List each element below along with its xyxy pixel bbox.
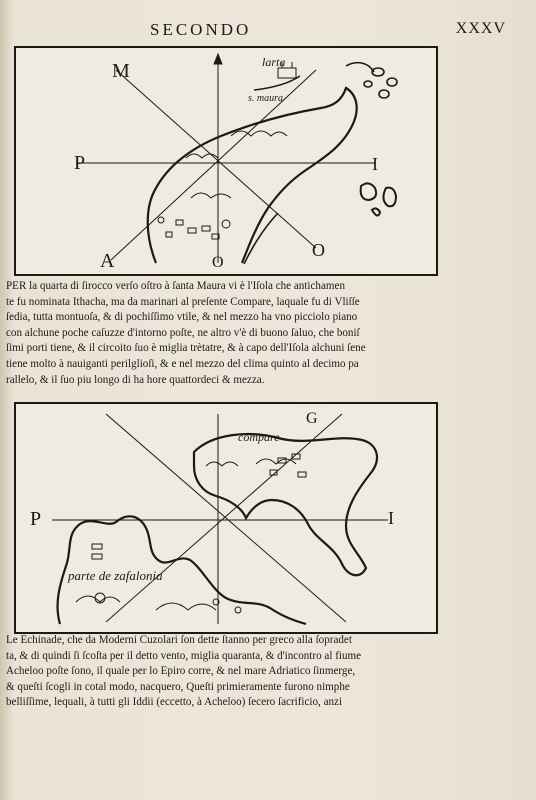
map2-compass-w: P: [30, 508, 42, 530]
text-line: & queſti ſcogli in cotal modo, nacquero, Queſti primieramente furono nimphe: [6, 680, 350, 693]
map1-hills-2: [231, 131, 287, 136]
paragraph-ithaca: [6, 279, 434, 388]
running-head: SECONDO: [150, 20, 252, 39]
map2-hills-2: [256, 459, 296, 464]
map1-compass-n: M: [112, 60, 130, 82]
map1-islet-large: [383, 188, 396, 207]
map1-house: [176, 220, 183, 225]
map1-house: [202, 226, 210, 231]
map1-islet-large: [361, 183, 376, 200]
map2-compass-n: G: [306, 410, 318, 427]
map1-diagonal-line: [116, 70, 316, 248]
map2-hills: [206, 462, 238, 466]
map2-compass-e: I: [388, 508, 394, 528]
map2-hills-3: [76, 596, 120, 602]
text-line: ta, & di quindi ſi ſcoſta per il detto vento, miglia quaranta, & d'incontro al fiume: [6, 649, 362, 662]
map1-islet: [387, 78, 397, 86]
folio-number: XXXV: [455, 20, 506, 37]
map2-label-compare: compare: [238, 430, 280, 444]
map2-island-compare: [194, 434, 377, 575]
text-line: ſedia, tutta montuoſa, & di pochiſſimo vtile, & nel mezzo ha vno picciolo piano: [6, 311, 358, 324]
text-line: Acheloo poſte ſono, il quale per lo Epiro corre, & nel mare Adriatico ſinmerge,: [6, 665, 356, 678]
map1-tree: [222, 220, 230, 228]
map1-island-outline: [148, 88, 357, 263]
text-line: ſimi porti tiene, & il circoito ſuo è miglia trètatre, & à capo dell'Iſola alchuni ſene: [6, 342, 366, 355]
map2-tree: [235, 607, 241, 613]
text-line: tiene molto à nauiganti perilglioſi, & e nel mezzo del clima quinto al decimo pa: [6, 357, 359, 370]
map1-north-arrow: [214, 54, 222, 64]
map2-woodcut: [16, 404, 436, 632]
map1-house: [166, 232, 172, 237]
map1-islet: [364, 81, 372, 87]
map1-tree: [158, 217, 164, 223]
map1-compass-w: P: [74, 152, 86, 174]
map2-house: [298, 472, 306, 477]
map1-islet: [379, 90, 389, 98]
text-line: Le Echinade, che da Moderni Cuzolari ſon dette ſtanno per greco alla ſopradet: [6, 634, 352, 646]
map1-hills-3: [191, 193, 231, 198]
page-header: [0, 20, 536, 44]
paragraph-echinade: [6, 633, 434, 711]
text-line: rallelo, & il ſuo piu longo di ha hore quattordeci & mezza.: [6, 373, 265, 386]
map2-house: [92, 554, 102, 559]
map1-compass-sw: A: [100, 250, 115, 272]
map-santa-maura: [14, 46, 438, 276]
map1-compass-e: I: [372, 154, 378, 174]
map1-compass-se: O: [312, 240, 325, 260]
map1-label-larta: larta: [262, 55, 286, 69]
map2-label-zafalonia: parte de zafalonia: [68, 568, 163, 583]
text-line: con alchune poche caſuzze d'intorno poſte, ne altro v'è di buono ſaluo, che boniſ: [6, 326, 360, 339]
map1-islet-small: [372, 208, 380, 215]
text-line: PER la quarta di ſirocco verſo oſtro à ſanta Maura vi è l'Iſola che antichamen: [6, 280, 345, 292]
map2-hills-4: [156, 603, 216, 610]
text-line: belliſſime, lequali, à tutti gli Iddii (eccetto, à Acheloo) ſecero ſacrificio, anzi: [6, 696, 343, 709]
map1-coast-ne: [346, 63, 374, 72]
map1-diagonal-line-2: [111, 70, 316, 260]
map2-house: [92, 544, 102, 549]
map1-label-s-maura: s. maura: [248, 93, 284, 104]
text-line: te fu nominata Ithacha, ma da marinari al preſente Compare, laquale fu di Vliſſe: [6, 295, 360, 308]
map-compare-zafalonia: [14, 402, 438, 634]
map1-compass-s: O: [212, 254, 224, 271]
map1-house: [188, 228, 196, 233]
